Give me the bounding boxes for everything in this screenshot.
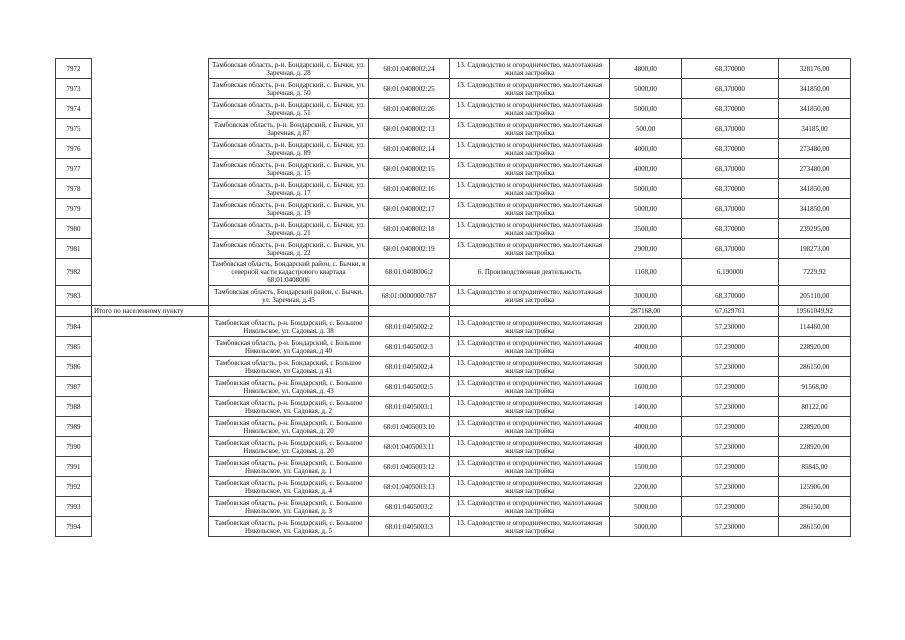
row-specific-value: 57,230000	[682, 317, 779, 337]
row-land-use: 13. Садоводство и огородничество, малоэтажная жилая застройка	[450, 397, 610, 417]
row-cadastral-value: 341850,00	[779, 199, 851, 219]
row-address: Тамбовская область, р-н. Бондарский, с Бычки, ул Заречная, д 87	[209, 119, 369, 139]
row-area: 2200,00	[610, 477, 682, 497]
row-land-use: 13. Садоводство и огородничество, малоэтажная жилая застройка	[450, 317, 610, 337]
row-cadastral-value: 228920,00	[779, 337, 851, 357]
row-number: 7982	[56, 259, 92, 286]
row-land-use: 13. Садоводство и огородничество, малоэтажная жилая застройка	[450, 517, 610, 537]
row-address: Тамбовская область, р-н. Бондарский, с. Большое Никольское, ул. Садовая, д. 43	[209, 377, 369, 397]
row-cadastral-value: 239295,00	[779, 219, 851, 239]
table-row	[56, 497, 851, 517]
row-spacer	[92, 59, 209, 79]
row-spacer	[92, 286, 209, 306]
table-row	[56, 59, 851, 79]
row-number: 7989	[56, 417, 92, 437]
row-spacer	[92, 457, 209, 477]
row-specific-value: 68,370000	[682, 119, 779, 139]
row-cadastral-value: 286150,00	[779, 497, 851, 517]
row-spacer	[92, 199, 209, 219]
row-cadastral-number: 68:01:0405002:2	[369, 317, 450, 337]
row-cadastral-number: 68:01:0405003:1	[369, 397, 450, 417]
summary-row	[56, 306, 851, 317]
row-cadastral-value: 273480,00	[779, 159, 851, 179]
row-cadastral-number: 68:01:0000000:787	[369, 286, 450, 306]
row-cadastral-value: 7229,92	[779, 259, 851, 286]
row-spacer	[92, 139, 209, 159]
row-specific-value: 68,370000	[682, 199, 779, 219]
row-cadastral-number: 68:01:0405003:13	[369, 477, 450, 497]
row-spacer	[92, 219, 209, 239]
row-cadastral-value: 341850,00	[779, 179, 851, 199]
row-cadastral-number: 68:01:0408006:2	[369, 259, 450, 286]
row-number: 7985	[56, 337, 92, 357]
row-spacer	[92, 259, 209, 286]
row-number: 7987	[56, 377, 92, 397]
row-address: Тамбовская область, р-н. Бондарский, с. Большое Никольское, ул. Садовая, д. 20	[209, 437, 369, 457]
row-spacer	[92, 437, 209, 457]
row-land-use: 13. Садоводство и огородничество, малоэтажная жилая застройка	[450, 79, 610, 99]
row-area: 5000,00	[610, 179, 682, 199]
row-address: Тамбовская область, р-н. Бондарский, с. Большое Никольское, ул. Садовая, д. 5	[209, 517, 369, 537]
row-address: Тамбовская область, р-н. Бондарский, с. Бычки, ул. Заречная, д. 21	[209, 219, 369, 239]
row-address: Тамбовская область, р-н. Бондарский, с. Бычки, ул. Заречная, д. 22	[209, 239, 369, 259]
row-spacer	[92, 179, 209, 199]
summary-rate: 67,629761	[682, 306, 779, 317]
row-area: 3500,00	[610, 219, 682, 239]
row-area: 5000,00	[610, 497, 682, 517]
row-spacer	[92, 477, 209, 497]
row-land-use: 13. Садоводство и огородничество, малоэтажная жилая застройка	[450, 437, 610, 457]
row-land-use: 13. Садоводство и огородничество, малоэтажная жилая застройка	[450, 357, 610, 377]
row-spacer	[92, 417, 209, 437]
row-address: Тамбовская область, р-н. Бондарский, с. Большое Никольское, ул. Садовая, д. 1	[209, 457, 369, 477]
table-row	[56, 199, 851, 219]
table-row	[56, 357, 851, 377]
row-area: 5000,00	[610, 517, 682, 537]
row-cadastral-value: 228920,00	[779, 437, 851, 457]
row-specific-value: 57,230000	[682, 477, 779, 497]
row-specific-value: 57,230000	[682, 377, 779, 397]
row-cadastral-number: 68:01:0408002:17	[369, 199, 450, 219]
row-area: 500,00	[610, 119, 682, 139]
row-specific-value: 57,230000	[682, 417, 779, 437]
row-specific-value: 68,370000	[682, 239, 779, 259]
row-area: 5000,00	[610, 99, 682, 119]
row-number: 7977	[56, 159, 92, 179]
row-specific-value: 68,370000	[682, 139, 779, 159]
summary-area: 287168,00	[610, 306, 682, 317]
row-number: 7978	[56, 179, 92, 199]
table-row	[56, 397, 851, 417]
row-number: 7975	[56, 119, 92, 139]
row-spacer	[92, 377, 209, 397]
row-specific-value: 68,370000	[682, 179, 779, 199]
row-specific-value: 57,230000	[682, 497, 779, 517]
row-spacer	[92, 99, 209, 119]
row-area: 1600,00	[610, 377, 682, 397]
row-land-use: 13. Садоводство и огородничество, малоэтажная жилая застройка	[450, 139, 610, 159]
row-area: 3000,00	[610, 286, 682, 306]
row-number: 7991	[56, 457, 92, 477]
row-land-use: 13. Садоводство и огородничество, малоэтажная жилая застройка	[450, 239, 610, 259]
row-specific-value: 68,370000	[682, 59, 779, 79]
row-spacer	[92, 497, 209, 517]
row-spacer	[92, 159, 209, 179]
row-address: Тамбовская область, р-н. Бондарский, с. Большое Никольское, ул. Садовая, д. 38	[209, 317, 369, 337]
row-area: 4000,00	[610, 159, 682, 179]
table-row	[56, 437, 851, 457]
row-spacer	[92, 79, 209, 99]
row-cadastral-value: 341850,00	[779, 99, 851, 119]
row-cadastral-number: 68:01:0408002:14	[369, 139, 450, 159]
row-number: 7993	[56, 497, 92, 517]
table-row	[56, 286, 851, 306]
row-number: 7994	[56, 517, 92, 537]
row-specific-value: 57,230000	[682, 397, 779, 417]
row-cadastral-number: 68:01:0408002:25	[369, 79, 450, 99]
summary-value: 19561049,92	[779, 306, 851, 317]
table-row	[56, 159, 851, 179]
row-cadastral-value: 91568,00	[779, 377, 851, 397]
row-cadastral-number: 68:01:0405002:4	[369, 357, 450, 377]
row-spacer	[92, 119, 209, 139]
row-area: 5000,00	[610, 79, 682, 99]
row-address: Тамбовская область, р-н. Бондарский, с. Большое Никольское, ул. Садовая, д. 3	[209, 497, 369, 517]
table-row	[56, 517, 851, 537]
row-cadastral-value: 341850,00	[779, 79, 851, 99]
row-cadastral-number: 68:01:0405002:3	[369, 337, 450, 357]
table-row	[56, 239, 851, 259]
row-area: 4000,00	[610, 337, 682, 357]
row-area: 5000,00	[610, 357, 682, 377]
row-cadastral-value: 205110,00	[779, 286, 851, 306]
row-cadastral-number: 68:01:0408002:19	[369, 239, 450, 259]
table-row	[56, 119, 851, 139]
row-specific-value: 68,370000	[682, 79, 779, 99]
summary-cadastral-cell	[369, 306, 450, 317]
row-spacer	[92, 337, 209, 357]
row-spacer	[92, 317, 209, 337]
row-area: 4800,00	[610, 59, 682, 79]
row-number: 7979	[56, 199, 92, 219]
row-land-use: 13. Садоводство и огородничество, малоэтажная жилая застройка	[450, 199, 610, 219]
row-cadastral-value: 85845,00	[779, 457, 851, 477]
row-land-use: 13. Садоводство и огородничество, малоэтажная жилая застройка	[450, 497, 610, 517]
row-area: 4000,00	[610, 437, 682, 457]
table-row	[56, 477, 851, 497]
row-area: 4000,00	[610, 139, 682, 159]
row-cadastral-value: 125906,00	[779, 477, 851, 497]
row-specific-value: 57,230000	[682, 337, 779, 357]
row-cadastral-number: 68:01:0405003:11	[369, 437, 450, 457]
table-row	[56, 457, 851, 477]
row-cadastral-number: 68:01:0408002:24	[369, 59, 450, 79]
row-cadastral-number: 68:01:0408002:13	[369, 119, 450, 139]
row-cadastral-number: 68:01:0408002:18	[369, 219, 450, 239]
row-area: 2000,00	[610, 317, 682, 337]
row-number: 7983	[56, 286, 92, 306]
row-specific-value: 57,230000	[682, 517, 779, 537]
row-cadastral-value: 286150,00	[779, 517, 851, 537]
row-number: 7986	[56, 357, 92, 377]
summary-address-cell	[209, 306, 369, 317]
summary-num-cell	[56, 306, 92, 317]
row-cadastral-value: 286150,00	[779, 357, 851, 377]
row-area: 1168,00	[610, 259, 682, 286]
row-cadastral-value: 34185,00	[779, 119, 851, 139]
row-cadastral-number: 68:01:0408002:16	[369, 179, 450, 199]
row-land-use: 13. Садоводство и огородничество, малоэтажная жилая застройка	[450, 417, 610, 437]
row-number: 7972	[56, 59, 92, 79]
table-row	[56, 337, 851, 357]
row-land-use: 6. Производственная деятельность	[450, 259, 610, 286]
row-cadastral-value: 198273,00	[779, 239, 851, 259]
row-specific-value: 68,370000	[682, 159, 779, 179]
row-cadastral-number: 68:01:0405002:5	[369, 377, 450, 397]
table-row	[56, 139, 851, 159]
row-number: 7976	[56, 139, 92, 159]
summary-label: Итого по населенному пункту	[92, 306, 209, 317]
table-row	[56, 219, 851, 239]
row-number: 7974	[56, 99, 92, 119]
row-number: 7984	[56, 317, 92, 337]
row-cadastral-number: 68:01:0408002:26	[369, 99, 450, 119]
row-address: Тамбовская область, р-н. Бондарский, с. Бычки, ул. Заречная, д. 19	[209, 199, 369, 219]
row-number: 7981	[56, 239, 92, 259]
row-area: 4000,00	[610, 417, 682, 437]
row-land-use: 13. Садоводство и огородничество, малоэтажная жилая застройка	[450, 59, 610, 79]
row-address: Тамбовская область, р-н. Бондарский, с. Большое Никольское, ул. Садовая, д. 4	[209, 477, 369, 497]
table-row	[56, 417, 851, 437]
table-body	[56, 59, 851, 537]
row-address: Тамбовская область, р-н. Бондарский, с. Большое Никольское, ул. Садовая, д. 20	[209, 417, 369, 437]
row-cadastral-number: 68:01:0408002:15	[369, 159, 450, 179]
row-spacer	[92, 357, 209, 377]
row-specific-value: 57,230000	[682, 457, 779, 477]
row-land-use: 13. Садоводство и огородничество, малоэтажная жилая застройка	[450, 457, 610, 477]
row-land-use: 13. Садоводство и огородничество, малоэтажная жилая застройка	[450, 159, 610, 179]
row-specific-value: 68,370000	[682, 286, 779, 306]
row-number: 7988	[56, 397, 92, 417]
row-land-use: 13. Садоводство и огородничество, малоэтажная жилая застройка	[450, 286, 610, 306]
row-specific-value: 68,370000	[682, 219, 779, 239]
table-row	[56, 79, 851, 99]
row-address: Тамбовская область, р-н. Бондарский, с Большое Никольское, ул Садовая, д 40	[209, 337, 369, 357]
row-address: Тамбовская область, р-н. Бондарский, с. Бычки, ул. Заречная, д. 28	[209, 59, 369, 79]
row-address: Тамбовская область, Бондарский район, с. Бычки, в северной части кадастрового квартала 68:01:0408006	[209, 259, 369, 286]
cadastral-value-table	[55, 58, 851, 537]
row-spacer	[92, 517, 209, 537]
row-cadastral-number: 68:01:0405003:2	[369, 497, 450, 517]
row-land-use: 13. Садоводство и огородничество, малоэтажная жилая застройка	[450, 99, 610, 119]
row-address: Тамбовская область, р-н. Бондарский, с. Бычки, ул. Заречная, д. 17	[209, 179, 369, 199]
row-cadastral-value: 328176,00	[779, 59, 851, 79]
row-cadastral-number: 68:01:0405003:3	[369, 517, 450, 537]
row-land-use: 13. Садоводство и огородничество, малоэтажная жилая застройка	[450, 179, 610, 199]
row-cadastral-value: 114460,00	[779, 317, 851, 337]
summary-use-cell	[450, 306, 610, 317]
row-address: Тамбовская область, Бондарский район, с. Бычки, ул. Заречная, д.45	[209, 286, 369, 306]
table-row	[56, 259, 851, 286]
row-number: 7973	[56, 79, 92, 99]
row-cadastral-value: 228920,00	[779, 417, 851, 437]
table-row	[56, 317, 851, 337]
table-row	[56, 179, 851, 199]
row-specific-value: 57,230000	[682, 437, 779, 457]
row-spacer	[92, 239, 209, 259]
row-land-use: 13. Садоводство и огородничество, малоэтажная жилая застройка	[450, 377, 610, 397]
row-area: 1400,00	[610, 397, 682, 417]
row-land-use: 13. Садоводство и огородничество, малоэтажная жилая застройка	[450, 119, 610, 139]
row-land-use: 13. Садоводство и огородничество, малоэтажная жилая застройка	[450, 477, 610, 497]
row-address: Тамбовская область, р-н. Бондарский, с. Бычки, ул. Заречная, д. 51	[209, 99, 369, 119]
row-address: Тамбовская область, р-н. Бондарский, с. Большое Никольское, ул. Садовая, д. 2	[209, 397, 369, 417]
row-number: 7990	[56, 437, 92, 457]
row-area: 1500,00	[610, 457, 682, 477]
row-area: 5000,00	[610, 199, 682, 219]
row-cadastral-value: 273480,00	[779, 139, 851, 159]
row-specific-value: 57,230000	[682, 357, 779, 377]
row-address: Тамбовская область, р-н. Бондарский, с. Бычки, ул. Заречная, д. 15	[209, 159, 369, 179]
row-address: Тамбовская область, р-н. Бондарский, с. Бычки, ул. Заречная, д. 89	[209, 139, 369, 159]
row-specific-value: 68,370000	[682, 99, 779, 119]
row-land-use: 13. Садоводство и огородничество, малоэтажная жилая застройка	[450, 219, 610, 239]
row-number: 7992	[56, 477, 92, 497]
table-row	[56, 377, 851, 397]
row-area: 2900,00	[610, 239, 682, 259]
row-cadastral-number: 68:01:0405003:10	[369, 417, 450, 437]
row-specific-value: 6,190000	[682, 259, 779, 286]
row-land-use: 13. Садоводство и огородничество, малоэтажная жилая застройка	[450, 337, 610, 357]
row-cadastral-value: 80122,00	[779, 397, 851, 417]
row-cadastral-number: 68:01:0405003:12	[369, 457, 450, 477]
row-address: Тамбовская область, р-н. Бондарский, с Большое Никольское, ул Садовая, д 41	[209, 357, 369, 377]
table-row	[56, 99, 851, 119]
row-address: Тамбовская область, р-н. Бондарский, с. Бычки, ул. Заречная, д. 50	[209, 79, 369, 99]
row-spacer	[92, 397, 209, 417]
row-number: 7980	[56, 219, 92, 239]
